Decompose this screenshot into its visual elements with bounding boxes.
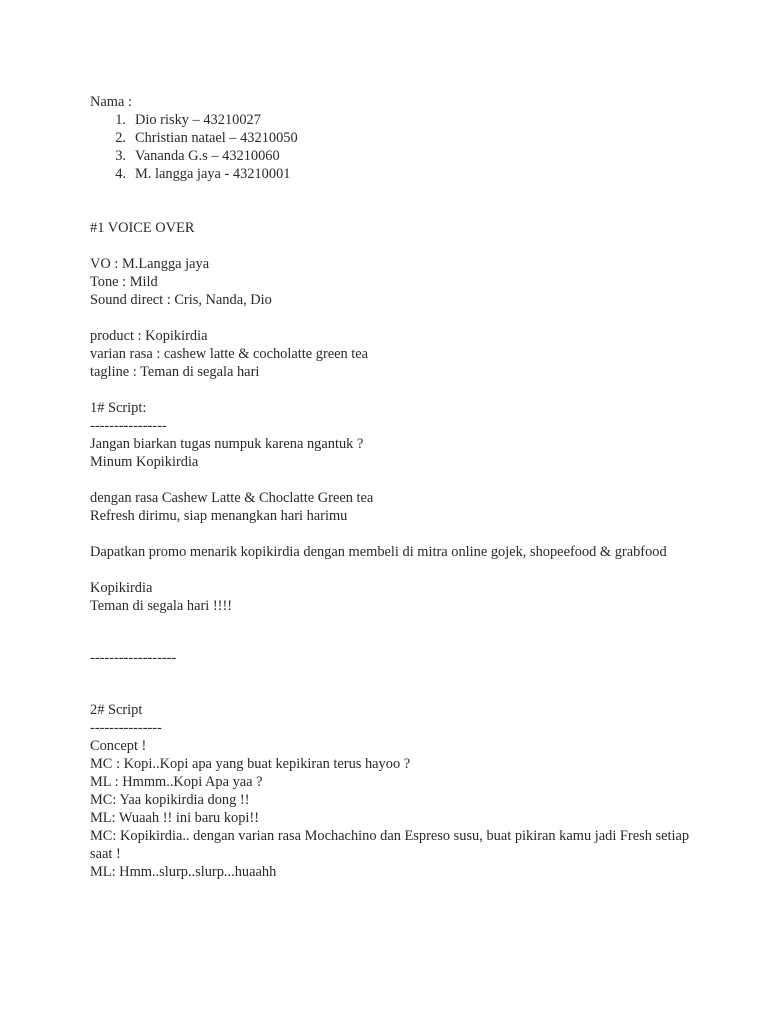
list-item xyxy=(90,111,690,129)
tone-line: Tone : Mild xyxy=(90,274,158,290)
spacer xyxy=(90,381,690,399)
dialogue-line: MC : Kopi..Kopi apa yang buat kepikiran terus hayoo ? xyxy=(90,756,411,772)
spacer xyxy=(90,615,690,649)
list-item xyxy=(90,147,690,165)
section-title: #1 VOICE OVER xyxy=(90,220,195,236)
script1-promo: Dapatkan promo menarik kopikirdia dengan membeli di mitra online gojek, shopeefood & grabfood xyxy=(90,544,667,560)
dialogue-line: ML : Hmmm..Kopi Apa yaa ? xyxy=(90,774,263,790)
script1-title: 1# Script: xyxy=(90,400,147,416)
dialogue-line: ML: Hmm..slurp..slurp...huaahh xyxy=(90,864,277,880)
tagline-line: tagline : Teman di segala hari xyxy=(90,364,260,380)
member-list xyxy=(90,111,690,183)
list-number: 4. xyxy=(115,166,126,182)
list-item xyxy=(90,129,690,147)
concept-line: Concept ! xyxy=(90,738,147,754)
dialogue-line: MC: Yaa kopikirdia dong !! xyxy=(90,792,250,808)
product-line: product : Kopikirdia xyxy=(90,328,208,344)
script1-line: Jangan biarkan tugas numpuk karena ngantuk ? xyxy=(90,436,364,452)
spacer xyxy=(90,525,690,543)
script2-title: 2# Script xyxy=(90,702,143,718)
vo-line: VO : M.Langga jaya xyxy=(90,256,210,272)
list-number: 2. xyxy=(115,130,126,146)
document-page xyxy=(90,93,693,881)
list-number: 1. xyxy=(115,112,126,128)
spacer xyxy=(90,237,690,255)
script1-line: Teman di segala hari !!!! xyxy=(90,598,233,614)
spacer xyxy=(90,667,690,701)
script1-line: Kopikirdia xyxy=(90,580,153,596)
list-number: 3. xyxy=(115,148,126,164)
member-name: M. langga jaya - 43210001 xyxy=(135,166,291,182)
section-separator: ------------------ xyxy=(90,650,177,666)
spacer xyxy=(90,561,690,579)
varian-line: varian rasa : cashew latte & cocholatte green tea xyxy=(90,346,369,362)
spacer xyxy=(90,183,690,219)
spacer xyxy=(90,309,690,327)
member-name: Christian natael – 43210050 xyxy=(135,130,298,146)
script1-line: Minum Kopikirdia xyxy=(90,454,199,470)
spacer xyxy=(90,471,690,489)
member-name: Vananda G.s – 43210060 xyxy=(135,148,280,164)
list-item xyxy=(90,165,690,183)
dialogue-line: MC: Kopikirdia.. dengan varian rasa Mochachino dan Espreso susu, buat pikiran kamu jadi Fresh setiap saat ! xyxy=(90,828,693,862)
nama-label: Nama : xyxy=(90,94,132,110)
sound-direct-line: Sound direct : Cris, Nanda, Dio xyxy=(90,292,272,308)
member-name: Dio risky – 43210027 xyxy=(135,112,261,128)
script2-divider: --------------- xyxy=(90,720,162,736)
script1-line: dengan rasa Cashew Latte & Choclatte Green tea xyxy=(90,490,374,506)
dialogue-line: ML: Wuaah !! ini baru kopi!! xyxy=(90,810,259,826)
script1-line: Refresh dirimu, siap menangkan hari harimu xyxy=(90,508,348,524)
script1-divider: ---------------- xyxy=(90,418,167,434)
